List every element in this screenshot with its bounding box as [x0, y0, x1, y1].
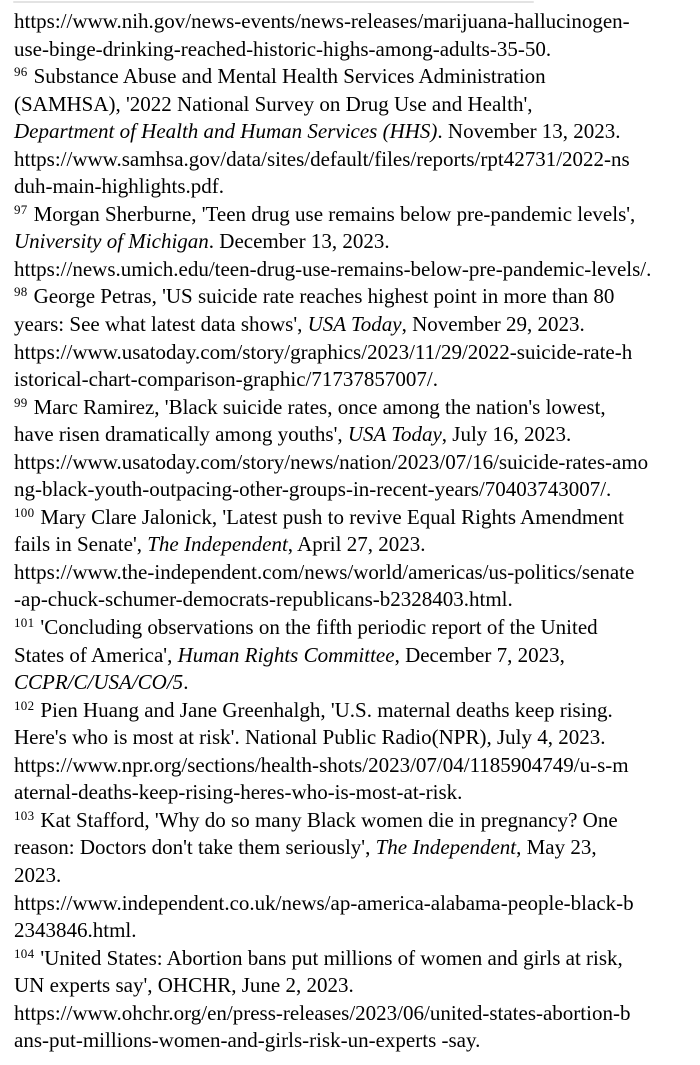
- text-run: Morgan Sherburne, 'Teen drug use remains below pre-pandemic levels',: [33, 201, 636, 226]
- text-run-italic: Department of Health and Human Services (HHS): [14, 119, 438, 144]
- text-run: have risen dramatically among youths',: [14, 422, 348, 447]
- text-run: States of America',: [14, 642, 178, 667]
- text-run: , November 29, 2023.: [401, 312, 585, 337]
- text-run: ng-black-youth-outpacing-other-groups-in-recent-years/70403743007/.: [14, 477, 612, 502]
- text-run: https://www.nih.gov/news-events/news-releases/marijuana-hallucinogen-: [14, 9, 630, 33]
- footnote-line: [14, 669, 696, 697]
- text-run: fails in Senate',: [14, 532, 148, 557]
- footnotes-list: [14, 8, 696, 1055]
- footnote-line: [14, 697, 696, 725]
- footnote-number: 104: [14, 945, 35, 961]
- text-run: https://www.npr.org/sections/health-shots/2023/07/04/1185904749/u-s-m: [14, 752, 629, 777]
- footnote-number: 96: [14, 64, 28, 80]
- footnote-line: [14, 256, 696, 284]
- text-run: https://www.independent.co.uk/news/ap-america-alabama-people-black-b: [14, 890, 634, 915]
- text-run: 'Concluding observations on the fifth periodic report of the United: [40, 615, 598, 640]
- text-run: Mary Clare Jalonick, 'Latest push to revive Equal Rights Amendment: [40, 504, 624, 529]
- text-run: duh-main-highlights.pdf.: [14, 174, 224, 199]
- text-run: , July 16, 2023.: [441, 422, 572, 447]
- text-run: . December 13, 2023.: [208, 229, 390, 254]
- text-run: , December 7, 2023,: [394, 642, 565, 667]
- cropped-text-remnant: [13, 1, 534, 3]
- text-run: .: [183, 670, 189, 695]
- footnote-line: [14, 63, 696, 91]
- footnote-line: [14, 779, 696, 807]
- text-run: ans-put-millions-women-and-girls-risk-un-experts -say.: [14, 1028, 481, 1053]
- footnote-line: [14, 972, 696, 1000]
- text-run: , April 27, 2023.: [287, 532, 426, 557]
- text-run: reason: Doctors don't take them seriously',: [14, 835, 376, 860]
- footnote-line: [14, 394, 696, 422]
- footnote-line: [14, 586, 696, 614]
- text-run: , May 23,: [516, 835, 597, 860]
- text-run-italic: CCPR/C/USA/CO/5: [14, 670, 184, 695]
- footnote-number: 97: [14, 201, 28, 217]
- text-run: Kat Stafford, 'Why do so many Black women die in pregnancy? One: [40, 807, 618, 832]
- text-run-italic: USA Today: [307, 312, 402, 337]
- footnote-line: [14, 834, 696, 862]
- text-run-italic: The Independent: [147, 532, 288, 557]
- text-run: Substance Abuse and Mental Health Services Administration: [33, 64, 546, 89]
- footnote-line: [14, 1000, 696, 1028]
- footnote-number: 99: [14, 394, 28, 410]
- footnote-line: [14, 118, 696, 146]
- footnote-line: [14, 366, 696, 394]
- footnote-number: 100: [14, 504, 35, 520]
- footnote-line: [14, 752, 696, 780]
- text-run: years: See what latest data shows',: [14, 312, 308, 337]
- footnote-line: [14, 614, 696, 642]
- footnote-line: [14, 531, 696, 559]
- footnote-line: [14, 146, 696, 174]
- footnote-number: 102: [14, 697, 35, 713]
- footnote-line: [14, 91, 696, 119]
- footnote-line: [14, 504, 696, 532]
- footnote-line: [14, 36, 696, 64]
- footnote-number: 103: [14, 807, 35, 823]
- text-run: (SAMHSA), '2022 National Survey on Drug Use and Health',: [14, 91, 533, 116]
- text-run: 2023.: [14, 862, 62, 887]
- text-run-italic: Human Rights Committee: [177, 642, 395, 667]
- text-run: Marc Ramirez, 'Black suicide rates, once among the nation's lowest,: [33, 394, 606, 419]
- text-run: aternal-deaths-keep-rising-heres-who-is-most-at-risk.: [14, 780, 463, 805]
- footnote-line: [14, 1027, 696, 1055]
- footnote-line: [14, 311, 696, 339]
- footnote-line: [14, 642, 696, 670]
- footnote-line: [14, 339, 696, 367]
- footnote-line: [14, 228, 696, 256]
- footnote-number: 101: [14, 615, 35, 631]
- text-run: -ap-chuck-schumer-democrats-republicans-b2328403.html.: [14, 587, 513, 612]
- text-run: istorical-chart-comparison-graphic/71737857007/.: [14, 367, 438, 392]
- text-run: https://www.ohchr.org/en/press-releases/2023/06/united-states-abortion-b: [14, 1000, 631, 1025]
- text-run: . November 13, 2023.: [437, 119, 621, 144]
- footnote-line: [14, 283, 696, 311]
- text-run: use-binge-drinking-reached-historic-highs-among-adults-35-50.: [14, 36, 552, 61]
- footnote-line: [14, 807, 696, 835]
- text-run: https://www.samhsa.gov/data/sites/default/files/reports/rpt42731/2022-ns: [14, 146, 630, 171]
- text-run: George Petras, 'US suicide rate reaches highest point in more than 80: [33, 284, 615, 309]
- text-run-italic: USA Today: [347, 422, 442, 447]
- footnote-line: [14, 724, 696, 752]
- footnote-line: [14, 862, 696, 890]
- text-run: 2343846.html.: [14, 918, 137, 943]
- text-run: Here's who is most at risk'. National Public Radio(NPR), July 4, 2023.: [14, 725, 606, 750]
- footnote-line: [14, 559, 696, 587]
- footnote-line: [14, 917, 696, 945]
- footnote-line: [14, 421, 696, 449]
- footnote-number: 98: [14, 284, 28, 300]
- text-run-italic: University of Michigan: [14, 229, 209, 254]
- footnote-line: [14, 945, 696, 973]
- text-run: Pien Huang and Jane Greenhalgh, 'U.S. maternal deaths keep rising.: [40, 697, 613, 722]
- text-run: https://www.usatoday.com/story/news/nation/2023/07/16/suicide-rates-amo: [14, 449, 649, 474]
- text-run: https://news.umich.edu/teen-drug-use-remains-below-pre-pandemic-levels/.: [14, 256, 652, 281]
- text-run-italic: The Independent: [375, 835, 517, 860]
- text-run: 'United States: Abortion bans put millions of women and girls at risk,: [40, 945, 623, 970]
- footnote-line: [14, 8, 696, 36]
- footnote-line: [14, 890, 696, 918]
- footnote-line: [14, 476, 696, 504]
- text-run: UN experts say', OHCHR, June 2, 2023.: [14, 973, 354, 998]
- text-run: https://www.usatoday.com/story/graphics/2023/11/29/2022-suicide-rate-h: [14, 339, 633, 364]
- footnote-line: [14, 201, 696, 229]
- footnote-line: [14, 173, 696, 201]
- text-run: https://www.the-independent.com/news/world/americas/us-politics/senate: [14, 559, 635, 584]
- footnote-line: [14, 449, 696, 477]
